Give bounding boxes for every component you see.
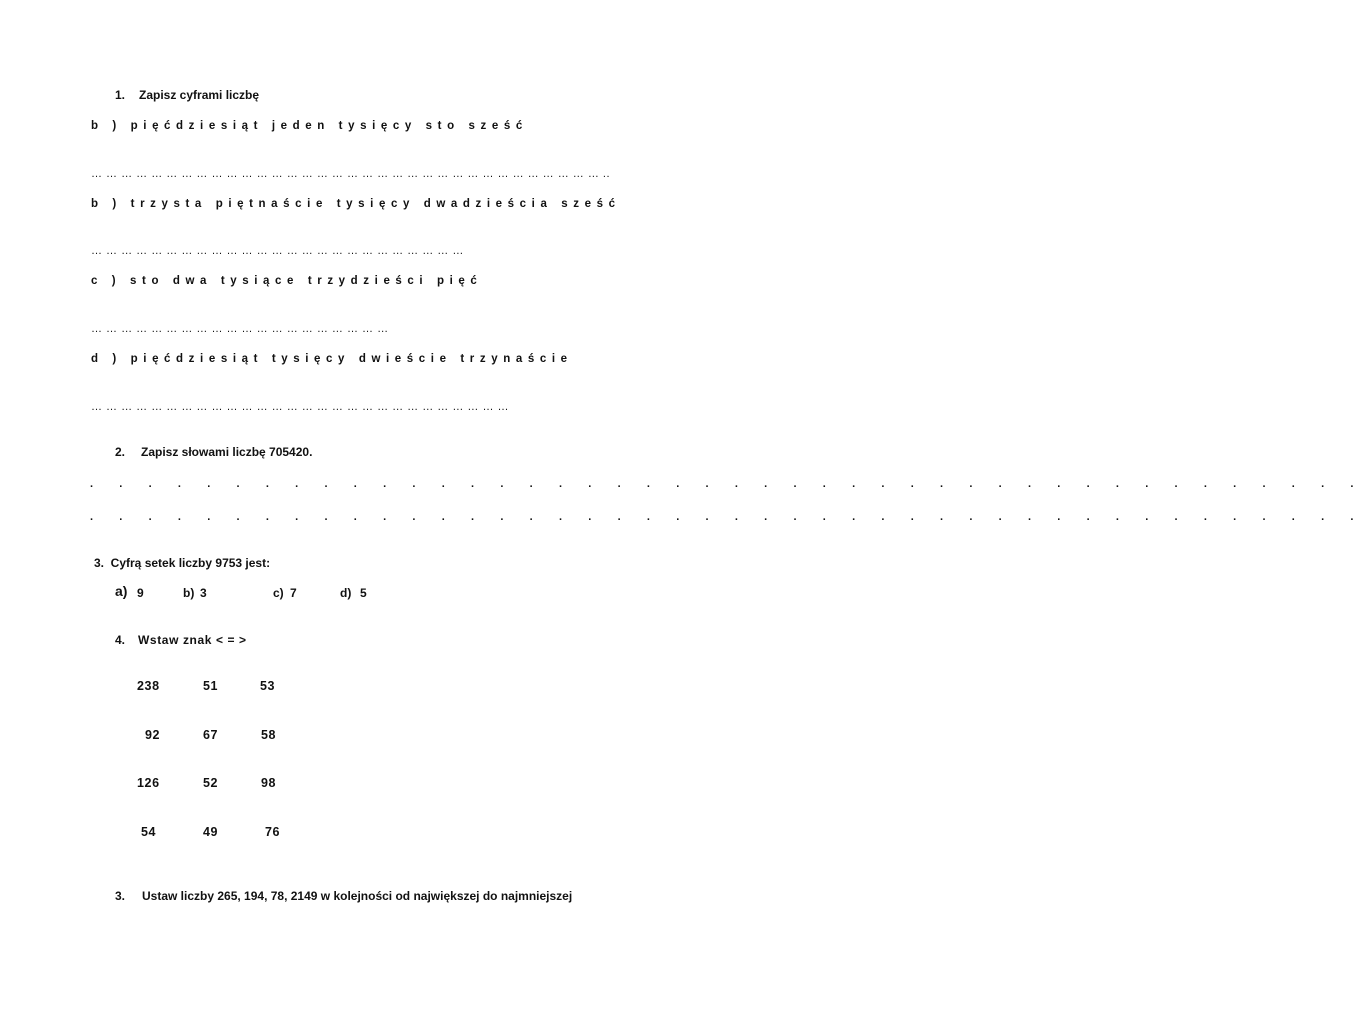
- q1-title: Zapisz cyframi liczbę: [139, 88, 260, 102]
- q2-answer-line-1[interactable]: . . . . . . . . . . . . . . . . . . . . . . . . . . . . . . . . . . . . . . . . . . . .: [90, 478, 1365, 490]
- q2-answer-line-2[interactable]: . . . . . . . . . . . . . . . . . . . . . . . . . . . . . . . . . . . . . . . . . . . .: [90, 511, 1365, 523]
- q1-number: 1.: [115, 88, 126, 102]
- q1-item-2-text: b ) trzysta piętnaście tysięcy dwadzieścia sześć: [91, 198, 621, 210]
- q3-option-a-value: 9: [137, 586, 144, 600]
- q1-item-2-blank[interactable]: … … … … … … … … … … … … … … … … … … … … … … … … …: [91, 245, 464, 257]
- q2-title: Zapisz słowami liczbę 705420.: [141, 445, 313, 459]
- q1-item-3-blank[interactable]: … … … … … … … … … … … … … … … … … … … …: [91, 323, 389, 335]
- q3-option-b-letter[interactable]: b): [183, 586, 195, 600]
- q3-option-d-value: 5: [360, 586, 367, 600]
- q4-row-2-a: 92: [145, 728, 161, 742]
- q3-title: 3. Cyfrą setek liczby 9753 jest:: [94, 556, 271, 570]
- q5-title: Ustaw liczby 265, 194, 78, 2149 w kolejności od największej do najmniejszej: [142, 889, 573, 903]
- q4-row-4-c: 76: [265, 825, 281, 839]
- q5-number: 3.: [115, 889, 126, 903]
- q3-option-c-letter[interactable]: c): [273, 586, 284, 600]
- q1-item-1-blank[interactable]: … … … … … … … … … … … … … … … … … … … … … … … … … … … … … … … … … … ..: [91, 168, 611, 180]
- q1-item-4-blank[interactable]: … … … … … … … … … … … … … … … … … … … … … … … … … … … …: [91, 401, 510, 413]
- q4-row-3-b: 52: [203, 776, 219, 790]
- q3-option-a-letter[interactable]: a): [115, 583, 128, 599]
- q4-row-2-b: 67: [203, 728, 219, 742]
- q2-number: 2.: [115, 445, 126, 459]
- q3-option-c-value: 7: [290, 586, 297, 600]
- q4-row-3-a: 126: [137, 776, 160, 790]
- q3-option-d-letter[interactable]: d): [340, 586, 352, 600]
- q4-row-1-a: 238: [137, 679, 160, 693]
- q4-title: Wstaw znak < = >: [138, 633, 247, 647]
- q1-item-1-text: b ) pięćdziesiąt jeden tysięcy sto sześć: [91, 120, 528, 132]
- q4-row-1-b: 51: [203, 679, 219, 693]
- q4-row-3-c: 98: [261, 776, 277, 790]
- q4-row-2-c: 58: [261, 728, 277, 742]
- q4-row-4-a: 54: [141, 825, 157, 839]
- q4-number: 4.: [115, 633, 126, 647]
- q1-item-3-text: c ) sto dwa tysiące trzydzieści pięć: [91, 275, 483, 287]
- q3-option-b-value: 3: [200, 586, 207, 600]
- q4-row-1-c: 53: [260, 679, 276, 693]
- q1-item-4-text: d ) pięćdziesiąt tysięcy dwieście trzynaście: [91, 353, 573, 365]
- q4-row-4-b: 49: [203, 825, 219, 839]
